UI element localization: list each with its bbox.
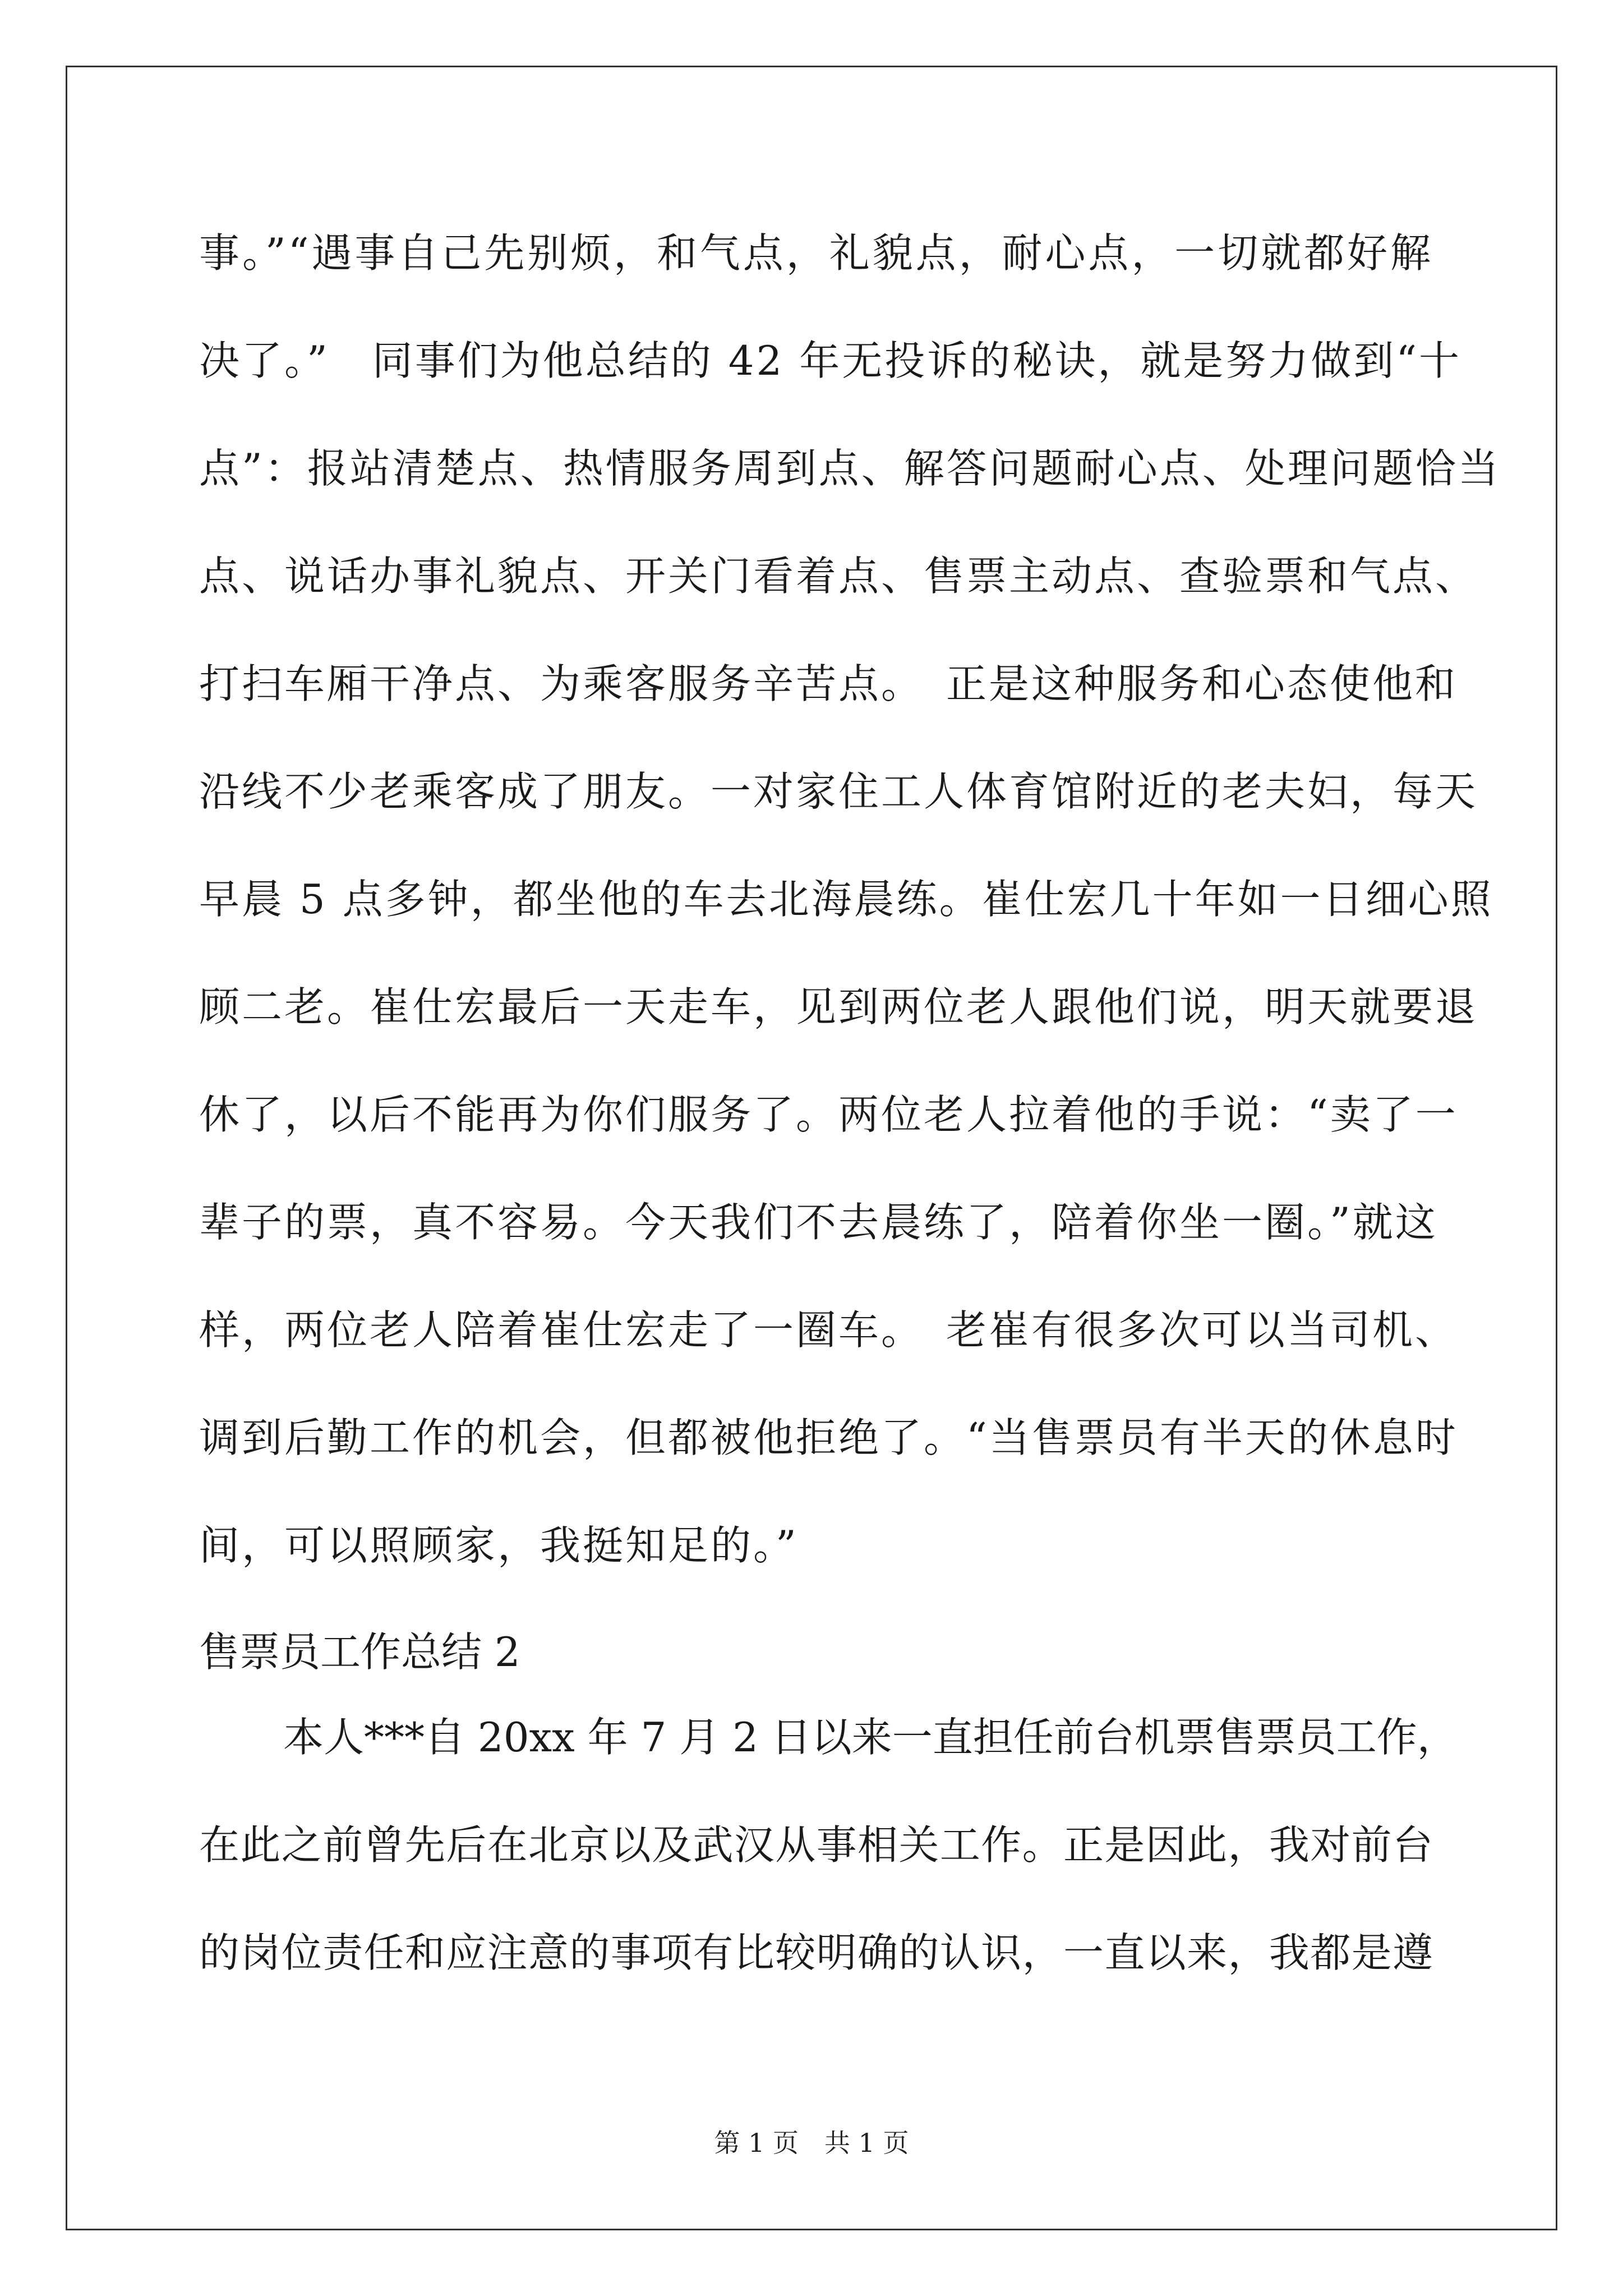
text-line: 休了，以后不能再为你们服务了。两位老人拉着他的手说：“卖了一 <box>199 1091 1458 1138</box>
text-line: 决了。” 同事们为他总结的 42 年无投诉的秘诀，就是努力做到“十 <box>199 337 1462 384</box>
text-line: 样，两位老人陪着崔仕宏走了一圈车。 老崔有很多次可以当司机、 <box>199 1306 1458 1354</box>
text-line: 事。”“遇事自己先别烦，和气点，礼貌点，耐心点，一切就都好解 <box>199 229 1433 277</box>
text-line: 点、说话办事礼貌点、开关门看着点、售票主动点、查验票和气点、 <box>199 553 1478 600</box>
paragraph-2 <box>199 1683 1458 2007</box>
text-line: 沿线不少老乘客成了朋友。一对家住工人体育馆附近的老夫妇，每天 <box>199 768 1478 815</box>
text-line: 早晨 5 点多钟，都坐他的车去北海晨练。崔仕宏几十年如一日细心照 <box>199 876 1493 923</box>
page-footer: 第 1 页 共 1 页 <box>714 2128 909 2158</box>
text-line: 间，可以照顾家，我挺知足的。” <box>199 1522 799 1569</box>
text-line: 本人***自 20xx 年 7 月 2 日以来一直担任前台机票售票员工作， <box>283 1714 1458 1761</box>
text-line: 点”：报站清楚点、热情服务周到点、解答问题耐心点、处理问题恰当 <box>199 445 1501 492</box>
text-line: 在此之前曾先后在北京以及武汉从事相关工作。正是因此，我对前台 <box>199 1821 1433 1869</box>
text-line: 辈子的票，真不容易。今天我们不去晨练了，陪着你坐一圈。”就这 <box>199 1199 1438 1246</box>
section-heading: 售票员工作总结 2 <box>199 1628 520 1676</box>
paragraph-1 <box>199 199 1501 1599</box>
text-line: 的岗位责任和应注意的事项有比较明确的认识，一直以来，我都是遵 <box>199 1929 1433 1976</box>
text-line: 打扫车厢干净点、为乘客服务辛苦点。 正是这种服务和心态使他和 <box>199 660 1458 707</box>
text-line: 顾二老。崔仕宏最后一天走车，见到两位老人跟他们说，明天就要退 <box>199 983 1478 1030</box>
text-line: 调到后勤工作的机会，但都被他拒绝了。“当售票员有半天的休息时 <box>199 1414 1458 1461</box>
